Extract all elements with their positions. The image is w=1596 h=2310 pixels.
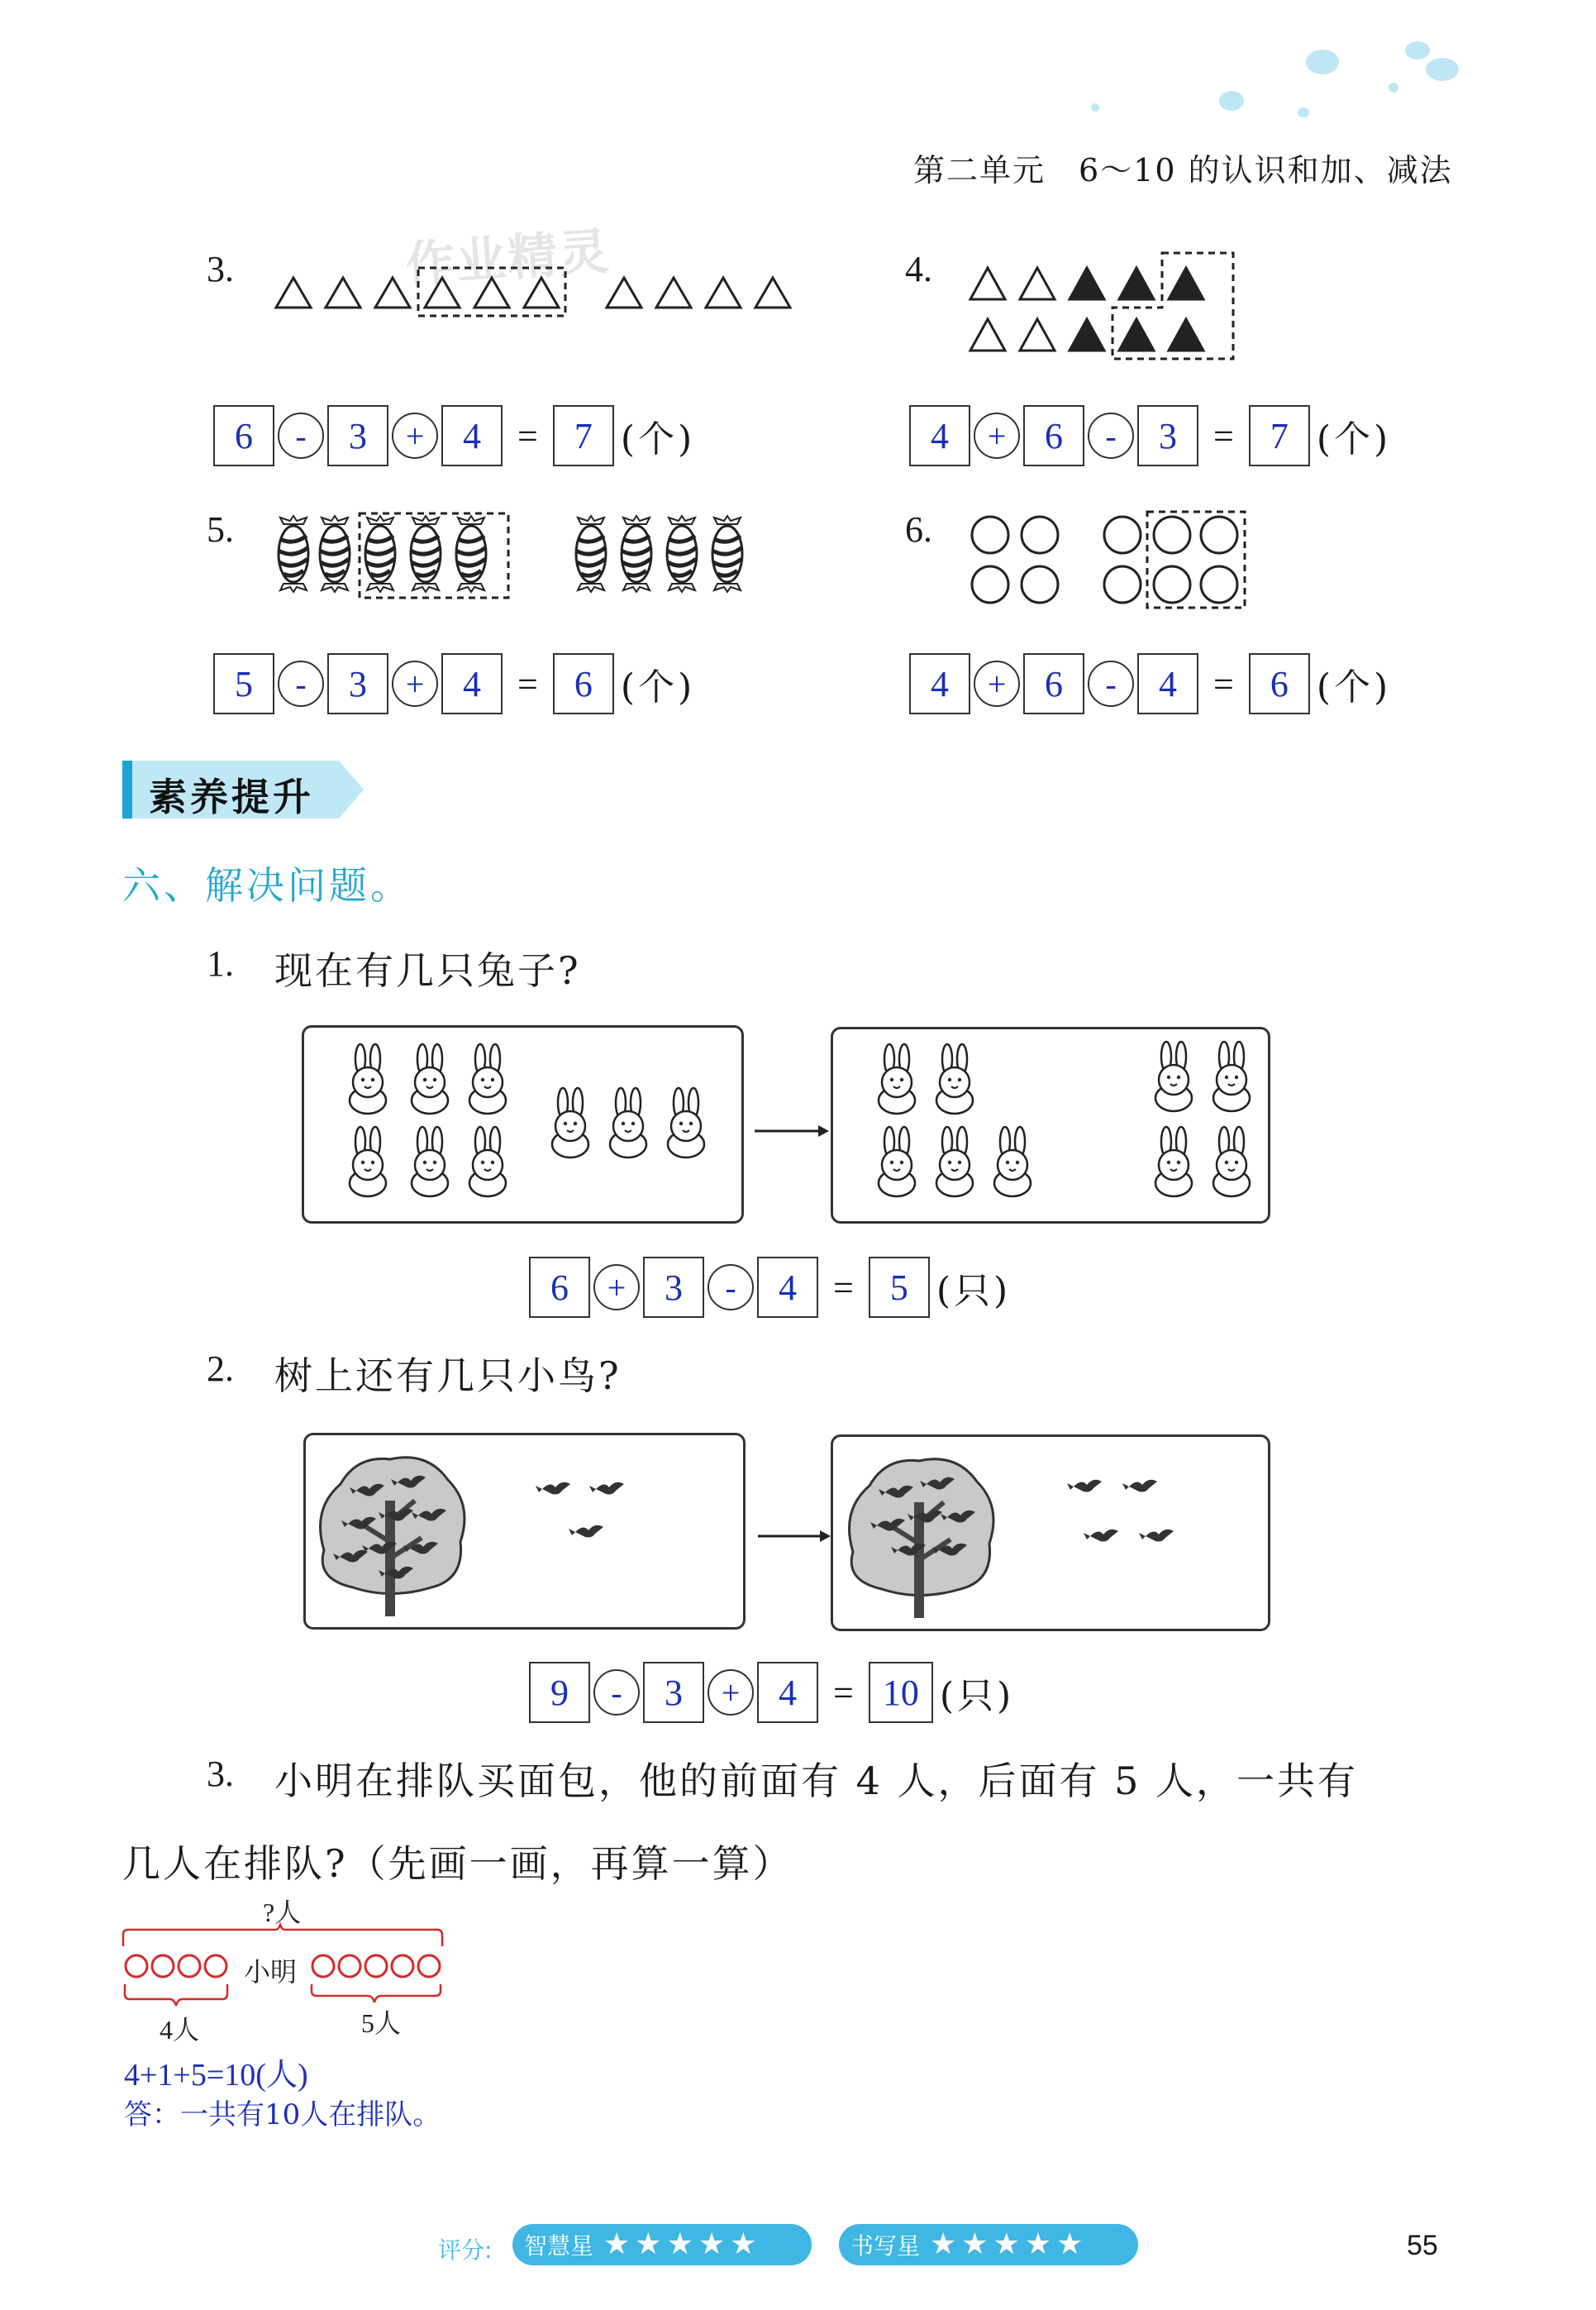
answer-box[interactable]: 4 <box>909 653 970 714</box>
triangles-figure <box>273 263 793 321</box>
answer-box[interactable]: 5 <box>213 653 274 714</box>
decorative-dot <box>1306 50 1339 74</box>
unit-label: (个) <box>1316 666 1392 709</box>
unit-label: (个) <box>620 666 696 709</box>
equation-row <box>529 1257 1011 1318</box>
banner-arrow <box>339 761 364 819</box>
result-box[interactable]: 7 <box>553 405 614 466</box>
equals-sign: = <box>1213 663 1234 704</box>
pill-label: 书写星 <box>850 2232 921 2260</box>
operator-circle[interactable]: - <box>278 661 324 707</box>
watermark: 作业精灵 <box>403 222 612 295</box>
decorative-dot <box>1298 107 1309 117</box>
result-box[interactable]: 10 <box>869 1662 933 1723</box>
question-text-line2: 几人在排队?（先画一画，再算一算） <box>122 1841 793 1886</box>
front-count-label: 4人 <box>160 2015 200 2045</box>
equals-sign: = <box>833 1672 854 1713</box>
operator-circle[interactable]: - <box>1088 413 1134 459</box>
equation-row <box>213 653 695 714</box>
operator-circle[interactable]: + <box>974 413 1020 459</box>
section-accent-bar <box>122 761 132 819</box>
operator-circle[interactable]: + <box>593 1264 640 1310</box>
answer-box[interactable]: 4 <box>757 1257 818 1318</box>
equation-row <box>213 405 695 466</box>
question-text-line1: 小明在排队买面包，他的前面有 4 人，后面有 5 人，一共有 <box>274 1759 1359 1803</box>
total-label: ?人 <box>263 1897 302 1927</box>
unit-title: 第二单元 6～10 的认识和加、减法 <box>913 152 1453 189</box>
answer-box[interactable]: 4 <box>1137 653 1198 714</box>
writing-star-rating <box>839 2224 1138 2265</box>
score-label: 评分: <box>438 2236 493 2264</box>
answer-box[interactable]: 4 <box>441 405 503 466</box>
equals-sign: = <box>1213 415 1234 456</box>
decorative-dot <box>1091 103 1099 112</box>
answer-box[interactable]: 6 <box>1023 653 1084 714</box>
question-number: 2. <box>207 1348 234 1389</box>
equals-sign: = <box>833 1267 854 1308</box>
answer-sentence: 答：一共有10人在排队。 <box>124 2098 441 2131</box>
result-box[interactable]: 6 <box>553 653 614 714</box>
answer-box[interactable]: 3 <box>643 1662 704 1723</box>
operator-circle[interactable]: + <box>707 1669 754 1716</box>
star-icon[interactable]: ★★★★★ <box>603 2227 762 2261</box>
page-number: 55 <box>1407 2230 1438 2261</box>
pill-label: 智慧星 <box>524 2232 594 2260</box>
answer-box[interactable]: 3 <box>1137 405 1198 466</box>
answer-box[interactable]: 6 <box>1023 405 1084 466</box>
part-heading: 六、解决问题。 <box>122 863 412 908</box>
equals-sign: = <box>517 415 538 456</box>
operator-circle[interactable]: + <box>392 661 438 707</box>
question-number: 1. <box>207 943 234 984</box>
result-box[interactable]: 6 <box>1249 653 1310 714</box>
unit-label: (只) <box>939 1675 1015 1717</box>
wisdom-star-rating <box>512 2224 812 2265</box>
birds-figure <box>303 1433 1274 1631</box>
answer-box[interactable]: 6 <box>529 1257 590 1318</box>
candies-figure <box>269 508 748 604</box>
answer-box[interactable]: 3 <box>327 653 388 714</box>
equation-row <box>909 653 1391 714</box>
answer-box[interactable]: 4 <box>909 405 970 466</box>
operator-circle[interactable]: - <box>278 413 324 459</box>
decorative-dot <box>1405 41 1430 60</box>
answer-box[interactable]: 3 <box>327 405 388 466</box>
answer-box[interactable]: 4 <box>441 653 503 714</box>
question-text: 现在有几只兔子? <box>274 948 581 993</box>
circles-figure <box>967 508 1256 612</box>
problem-number: 5. <box>207 509 234 550</box>
problem-number: 6. <box>905 509 932 550</box>
xiaoming-label: 小明 <box>244 1957 298 1987</box>
triangles-figure <box>967 248 1248 364</box>
equation-row <box>529 1662 1014 1723</box>
problem-number: 4. <box>905 249 932 289</box>
answer-box[interactable]: 6 <box>213 405 274 466</box>
answer-box[interactable]: 4 <box>757 1662 818 1723</box>
decorative-dot <box>1426 58 1459 81</box>
back-count-label: 5人 <box>361 2008 402 2038</box>
operator-circle[interactable]: + <box>392 413 438 459</box>
unit-label: (只) <box>936 1270 1012 1312</box>
question-number: 3. <box>207 1754 234 1794</box>
unit-label: (个) <box>1316 418 1392 461</box>
section-title: 素养提升 <box>149 775 314 819</box>
answer-box[interactable]: 9 <box>529 1662 590 1723</box>
unit-label: (个) <box>620 418 696 461</box>
equals-sign: = <box>517 663 538 704</box>
star-icon[interactable]: ★★★★★ <box>930 2227 1089 2261</box>
result-box[interactable]: 5 <box>869 1257 930 1318</box>
operator-circle[interactable]: - <box>1088 661 1134 707</box>
operator-circle[interactable]: + <box>974 661 1020 707</box>
question-text: 树上还有几只小鸟? <box>274 1353 622 1398</box>
result-box[interactable]: 7 <box>1249 405 1310 466</box>
rabbits-figure <box>302 1025 1273 1224</box>
operator-circle[interactable]: - <box>593 1669 640 1716</box>
equation-row <box>909 405 1391 466</box>
calculation: 4+1+5=10(人) <box>124 2058 308 2093</box>
problem-number: 3. <box>207 249 234 289</box>
answer-box[interactable]: 3 <box>643 1257 704 1318</box>
operator-circle[interactable]: - <box>707 1264 754 1310</box>
decorative-dot <box>1219 91 1244 111</box>
decorative-dot <box>1389 83 1398 93</box>
